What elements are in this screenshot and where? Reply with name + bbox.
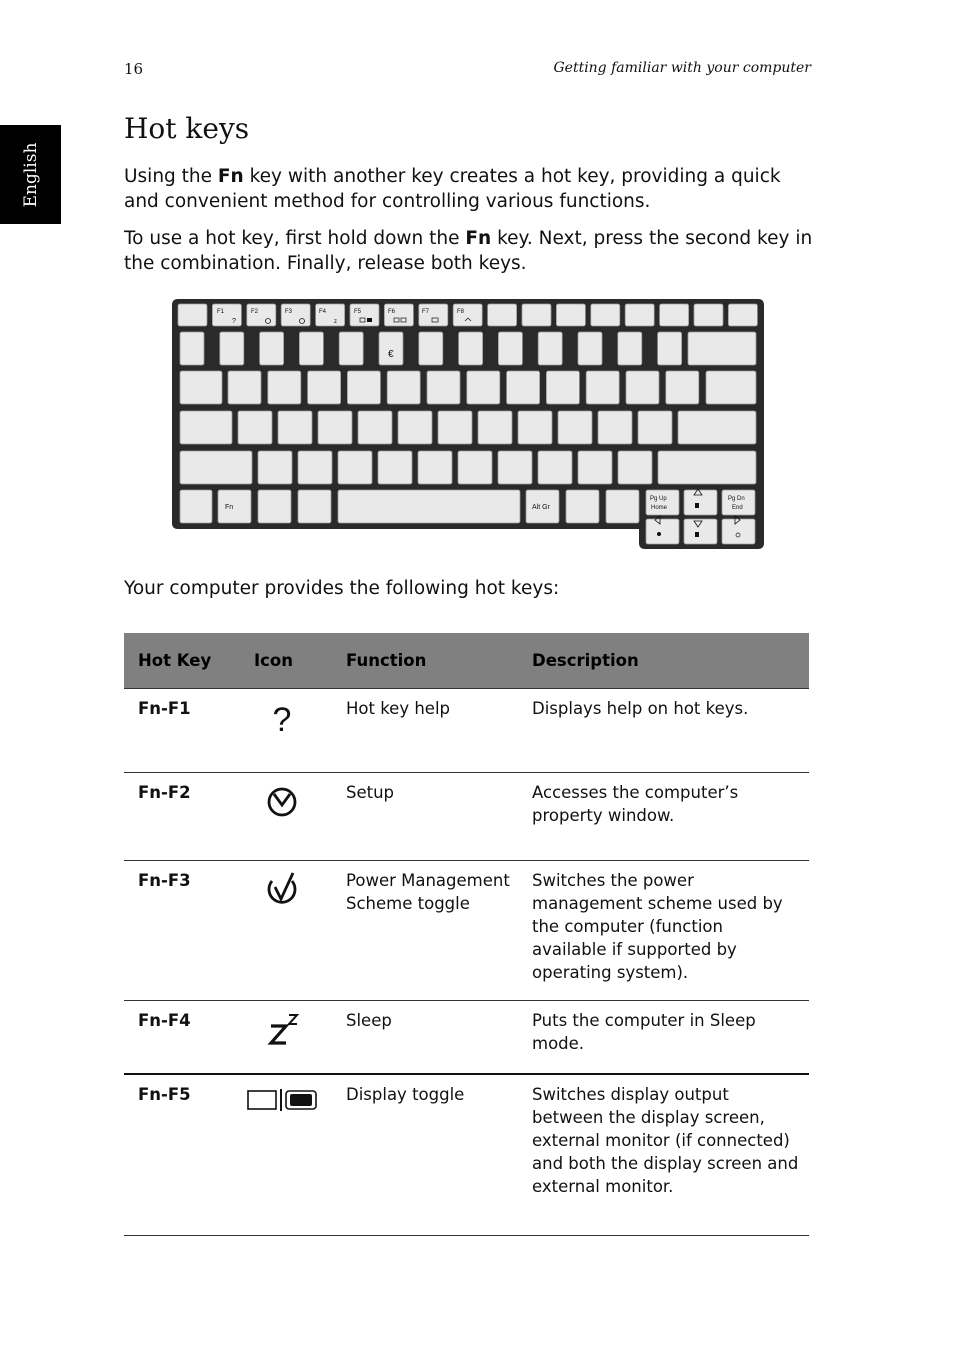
section-title: Hot keys [124, 112, 250, 145]
paragraph-intro [124, 164, 814, 214]
power-scheme-icon [262, 869, 302, 909]
keyboard-key [258, 490, 291, 523]
pgup-key-label: Pg Up [650, 496, 667, 502]
keyboard-key [518, 411, 552, 444]
keyboard-key [459, 332, 483, 365]
keyboard-key [522, 304, 551, 326]
language-tab [0, 125, 61, 224]
keyboard-key [298, 490, 331, 523]
keyboard-key [507, 371, 540, 404]
keyboard-key [658, 332, 682, 365]
keyboard-key [350, 304, 379, 326]
keyboard-key [638, 411, 672, 444]
keyboard-key [281, 304, 310, 326]
keyboard-key [660, 304, 689, 326]
hotkey-cell: Fn-F1 [124, 689, 240, 773]
col-description-header: Description [518, 633, 809, 689]
f2-key-label: F2 [251, 309, 259, 315]
fn-key-label: Fn [225, 504, 234, 511]
hotkey-cell: Fn-F2 [124, 773, 240, 861]
keyboard-key [538, 451, 572, 484]
keyboard-key [387, 371, 420, 404]
keyboard-key [566, 490, 599, 523]
keyboard-key [358, 411, 392, 444]
keyboard-key [419, 304, 448, 326]
keyboard-key [418, 451, 452, 484]
keyboard-key [606, 490, 639, 523]
keyboard-key [178, 304, 207, 326]
keyboard-key [578, 451, 612, 484]
keyboard-key [212, 304, 241, 326]
keyboard-key [646, 490, 679, 515]
hotkey-cell: Fn-F5 [124, 1074, 240, 1236]
keyboard-key [180, 332, 204, 365]
keyboard-key [347, 371, 380, 404]
hotkeys-table [124, 633, 809, 1236]
col-hotkey-header: Hot Key [124, 633, 240, 689]
f1-key-label: F1 [217, 309, 225, 315]
table-row [124, 1074, 809, 1236]
function-cell: Sleep [332, 1001, 518, 1075]
keyboard-key [688, 332, 756, 365]
keyboard-key [260, 332, 284, 365]
running-title: Getting familiar with your computer [553, 60, 811, 76]
pgdn-key-label: Pg Dn [728, 496, 745, 502]
keyboard-key [299, 332, 323, 365]
keyboard-key [625, 304, 654, 326]
keyboard-key [378, 451, 412, 484]
keyboard-key [316, 304, 345, 326]
keyboard-key [308, 371, 341, 404]
text: Using the [124, 166, 218, 187]
keyboard-key [586, 371, 619, 404]
keyboard-key [538, 332, 562, 365]
fn-key-text: Fn [217, 166, 244, 187]
keyboard-key [278, 411, 312, 444]
keyboard-key [338, 451, 372, 484]
description-cell: Accesses the computer’s property window. [518, 773, 809, 861]
keyboard-key [706, 371, 756, 404]
keyboard-key [678, 411, 756, 444]
keyboard-key [556, 304, 585, 326]
keyboard-key [180, 411, 232, 444]
keyboard-key [238, 411, 272, 444]
sleep-key-glyph: z [334, 319, 337, 325]
keyboard-key [180, 451, 252, 484]
keyboard-key [546, 371, 579, 404]
keyboard-key [722, 519, 755, 544]
keyboard-key [419, 332, 443, 365]
keyboard-key [384, 304, 413, 326]
keyboard-key [498, 451, 532, 484]
keyboard-key [478, 411, 512, 444]
keyboard-key [467, 371, 500, 404]
description-cell: Switches the power management scheme used by the computer (function available if supported by operating system). [518, 861, 809, 1001]
keyboard-key [180, 490, 212, 523]
keyboard-key [646, 519, 679, 544]
keyboard-key [658, 451, 756, 484]
keyboard-key [258, 451, 292, 484]
home-key-label: Home [651, 505, 668, 511]
hotkey-cell: Fn-F3 [124, 861, 240, 1001]
language-tab-label: English [20, 142, 41, 207]
keyboard-key [398, 411, 432, 444]
keyboard-key [578, 332, 602, 365]
keyboard-key [220, 332, 244, 365]
paragraph-usage [124, 226, 814, 276]
function-cell: Power Management Scheme toggle [332, 861, 518, 1001]
euro-key-label: € [388, 349, 394, 360]
keyboard-key [618, 332, 642, 365]
f3-key-label: F3 [285, 309, 293, 315]
keyboard-key [453, 304, 482, 326]
keyboard-key [488, 304, 517, 326]
keyboard-key [666, 371, 699, 404]
f7-key-label: F7 [422, 309, 430, 315]
f5-key-label: F5 [354, 309, 362, 315]
keyboard-key [427, 371, 460, 404]
text: To use a hot key, first hold down the [124, 228, 466, 249]
keyboard-key [626, 371, 659, 404]
keyboard-key [338, 490, 520, 523]
keyboard-key [228, 371, 261, 404]
description-cell: Switches display output between the display screen, external monitor (if connected) and both the display screen and external monitor. [518, 1074, 809, 1236]
col-icon-header: Icon [240, 633, 332, 689]
keyboard-key [339, 332, 363, 365]
keyboard-key [218, 490, 251, 523]
function-cell: Setup [332, 773, 518, 861]
altgr-key-label: Alt Gr [532, 504, 550, 511]
table-row [124, 861, 809, 1001]
keyboard-key [558, 411, 592, 444]
f8-key-label: F8 [457, 309, 465, 315]
table-row [124, 689, 809, 773]
text: key with another key creates a hot key, providing a quick and convenient method for controlling various functions. [124, 166, 781, 212]
table-row [124, 773, 809, 861]
question-icon [262, 697, 302, 737]
table-row [124, 1001, 809, 1075]
icon-cell [240, 773, 332, 861]
keyboard-key [694, 304, 723, 326]
svg-text:?: ? [272, 701, 292, 737]
page-number: 16 [124, 60, 144, 78]
hotkey-cell: Fn-F4 [124, 1001, 240, 1075]
setup-icon [262, 781, 302, 821]
icon-cell [240, 1074, 332, 1236]
keyboard-key [318, 411, 352, 444]
keyboard-key [458, 451, 492, 484]
icon-cell [240, 689, 332, 773]
keyboard-illustration [172, 299, 764, 551]
table-header-row [124, 633, 809, 689]
keyboard-key [298, 451, 332, 484]
keyboard-key [722, 490, 755, 515]
end-key-label: End [732, 505, 743, 511]
help-key-glyph: ? [232, 318, 236, 325]
keyboard-key [598, 411, 632, 444]
icon-cell [240, 861, 332, 1001]
icon-cell [240, 1001, 332, 1075]
display-toggle-icon [246, 1083, 318, 1113]
keyboard-key [728, 304, 757, 326]
keyboard-key [498, 332, 522, 365]
keyboard-key [268, 371, 301, 404]
fn-key-text: Fn [465, 228, 492, 249]
function-cell: Display toggle [332, 1074, 518, 1236]
description-cell: Puts the computer in Sleep mode. [518, 1001, 809, 1075]
keyboard-key [684, 490, 717, 515]
sleep-icon [262, 1009, 302, 1049]
f6-key-label: F6 [388, 309, 396, 315]
keyboard-key [438, 411, 472, 444]
function-cell: Hot key help [332, 689, 518, 773]
col-function-header: Function [332, 633, 518, 689]
keyboard-key [618, 451, 652, 484]
keyboard-key [247, 304, 276, 326]
text: key. Next, press the second key in the combination. Finally, release both keys. [124, 228, 813, 274]
keyboard-key [180, 371, 222, 404]
description-cell: Displays help on hot keys. [518, 689, 809, 773]
hotkeys-intro: Your computer provides the following hot keys: [124, 578, 560, 599]
keyboard-key [591, 304, 620, 326]
f4-key-label: F4 [319, 309, 327, 315]
